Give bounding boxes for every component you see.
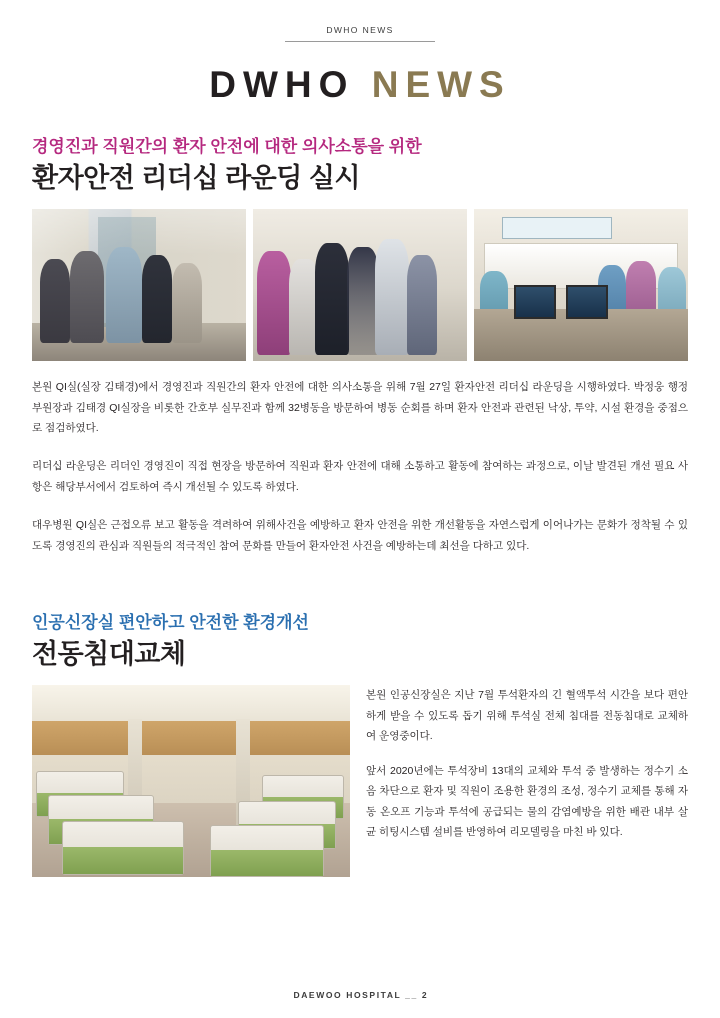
article-dialysis-bed-replacement	[32, 612, 688, 877]
person-figure	[257, 251, 291, 355]
person-figure	[40, 259, 70, 343]
ceiling	[32, 685, 350, 725]
article2-paragraph: 앞서 2020년에는 투석장비 13대의 교체와 투석 중 발생하는 정수기 소음 차단으로 환자 및 직원이 조용한 환경의 조성, 정수기 교체를 통해 자동 온오프 기능과 투석에 공급되는 물의 감염예방을 위한 배관 내부 살균 히팅시스템 설비를 반영하여 리모델링을 마친 바 있다.	[366, 764, 688, 839]
article1-body	[32, 377, 688, 556]
masthead-title-dwho: DWHO	[209, 64, 355, 105]
wood-wall-panel	[32, 721, 350, 755]
masthead-divider	[285, 41, 435, 42]
article-patient-safety-leadership	[32, 136, 688, 556]
dialysis-bed	[62, 821, 184, 875]
article2-sub-heading: 인공신장실 편안하고 안전한 환경개선	[32, 613, 309, 633]
page-number: 2	[421, 990, 427, 1000]
person-figure	[142, 255, 172, 343]
article2-paragraph: 본원 인공신장실은 지난 7월 투석환자의 긴 혈액투석 시간을 보다 편안하게 받을 수 있도록 돕기 위해 투석실 전체 침대를 전동침대로 교체하여 운영중이다.	[366, 689, 688, 743]
photo-dialysis-room-beds	[32, 685, 350, 877]
photo-nurses-station	[474, 209, 688, 361]
article2-content	[32, 685, 688, 877]
photo-staff-around-cart	[253, 209, 467, 361]
masthead-title-news: NEWS	[371, 64, 511, 105]
dialysis-bed	[210, 825, 324, 877]
page-footer	[0, 990, 720, 1000]
person-figure	[315, 243, 349, 355]
person-figure	[375, 239, 409, 355]
article1-paragraph: 리더십 라운딩은 리더인 경영진이 직접 현장을 방문하여 직원과 환자 안전에 대해 소통하고 활동에 참여하는 과정으로, 이날 발견된 개선 필요 사항은 해당부서에서 검토하여 즉시 개선될 수 있도록 하였다.	[32, 460, 688, 493]
masthead-title	[32, 64, 688, 106]
photo-corridor-group	[32, 209, 246, 361]
article1-sub-heading: 경영진과 직원간의 환자 안전에 대한 의사소통을 위한	[32, 137, 422, 156]
person-figure	[106, 247, 142, 343]
person-figure	[407, 255, 437, 355]
footer-text: DAEWOO HOSPITAL __	[293, 990, 418, 1000]
article2-main-heading: 전동침대교체	[32, 639, 186, 670]
monitor-icon	[514, 285, 556, 319]
article1-paragraph: 대우병원 QI실은 근접오류 보고 활동을 격려하여 위해사건을 예방하고 환자 안전을 위한 개선활동을 자연스럽게 이어나가는 문화가 정착될 수 있도록 경영진의 관심과 직원들의 적극적인 참여 문화를 만들어 환자안전 사건을 예방하는데 최선을 다하고 있다.	[32, 519, 688, 552]
blanket	[211, 850, 323, 876]
masthead	[32, 0, 688, 42]
wall-sign	[502, 217, 612, 239]
person-figure	[70, 251, 104, 343]
blanket	[63, 847, 183, 874]
article2-body	[366, 685, 688, 842]
article1-photo-strip	[32, 209, 688, 361]
person-figure	[172, 263, 202, 343]
article1-main-heading: 환자안전 리더십 라운딩 실시	[32, 163, 360, 194]
article1-paragraph: 본원 QI실(실장 김태경)에서 경영진과 직원간의 환자 안전에 대한 의사소통을 위해 7월 27일 환자안전 리더십 라운딩을 시행하였다. 박정웅 행정부원장과 김태경 QI실장을 비롯한 간호부 실무진과 함께 32병동을 방문하여 병동 순회를 하며 환자 안전과 관련된 낙상, 투약, 시설 환경을 중점으로 점검하였다.	[32, 381, 688, 434]
monitor-icon	[566, 285, 608, 319]
masthead-kicker: DWHO NEWS	[326, 25, 394, 35]
